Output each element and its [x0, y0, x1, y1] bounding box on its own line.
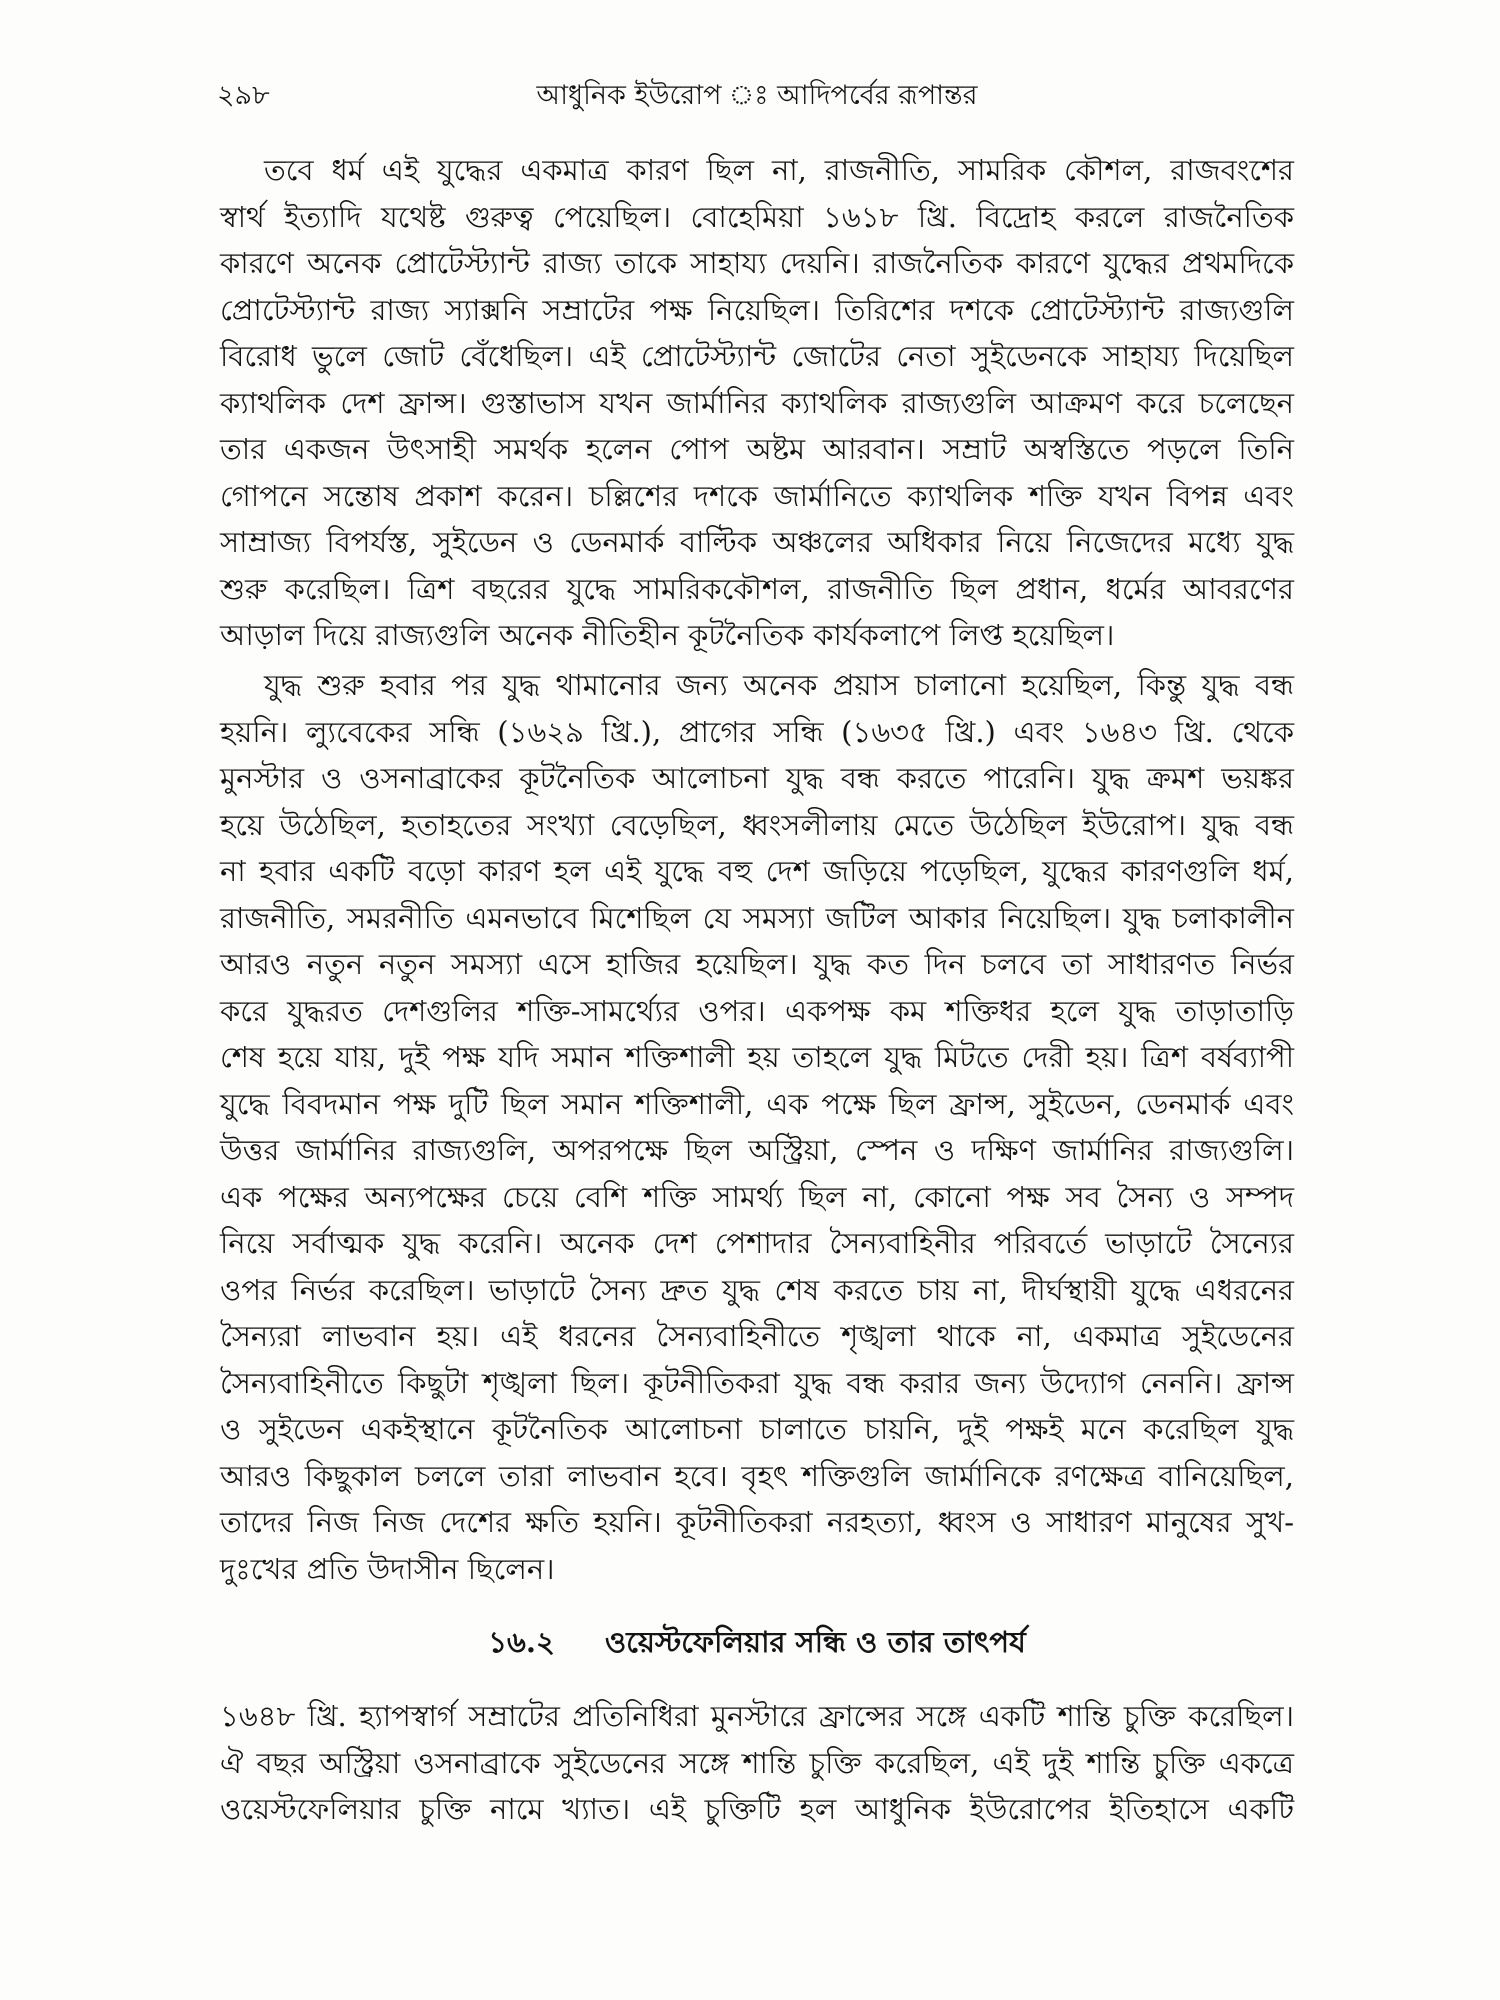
text-line: বিরোধ ভুলে জোট বেঁধেছিল। এই প্রোটেস্ট্যান্ট জোটের নেতা সুইডেনকে সাহায্য দিয়েছিল: [220, 339, 1294, 373]
text-line: গোপনে সন্তোষ প্রকাশ করেন। চল্লিশের দশকে জার্মানিতে ক্যাথলিক শক্তি যখন বিপন্ন এবং: [220, 478, 1294, 513]
text-line: সৈন্যরা লাভবান হয়। এই ধরনের সৈন্যবাহিনীতে শৃঙ্খলা থাকে না, একমাত্র সুইডেনের: [220, 1319, 1294, 1353]
text-line: ও সুইডেন একইস্থানে কূটনৈতিক আলোচনা চালাতে চায়নি, দুই পক্ষই মনে করেছিল যুদ্ধ: [220, 1412, 1294, 1446]
text-line: না হবার একটি বড়ো কারণ হল এই যুদ্ধে বহু দেশ জড়িয়ে পড়েছিল, যুদ্ধের কারণগুলি ধর্ম,: [220, 854, 1294, 888]
text-line: যুদ্ধে বিবদমান পক্ষ দুটি ছিল সমান শক্তিশালী, এক পক্ষে ছিল ফ্রান্স, সুইডেন, ডেনমার্ক এবং: [220, 1086, 1294, 1121]
text-line: প্রোটেস্ট্যান্ট রাজ্য স্যাক্সনি সম্রাটের পক্ষ নিয়েছিল। তিরিশের দশকে প্রোটেস্ট্যান্ট রাজ্যগুলি: [220, 292, 1294, 327]
paragraph: [220, 662, 1294, 1592]
text-line: এক পক্ষের অন্যপক্ষের চেয়ে বেশি শক্তি সামর্থ্য ছিল না, কোনো পক্ষ সব সৈন্য ও সম্পদ: [220, 1179, 1294, 1214]
text-line: তাদের নিজ নিজ দেশের ক্ষতি হয়নি। কূটনীতিকরা নরহত্যা, ধ্বংস ও সাধারণ মানুষের সুখ-: [220, 1505, 1294, 1539]
text-line: নিয়ে সর্বাত্মক যুদ্ধ করেনি। অনেক দেশ পেশাদার সৈন্যবাহিনীর পরিবর্তে ভাড়াটে সৈন্যের: [220, 1226, 1294, 1260]
text-line: সাম্রাজ্য বিপর্যস্ত, সুইডেন ও ডেনমার্ক বাল্টিক অঞ্চলের অধিকার নিয়ে নিজেদের মধ্যে যুদ্ধ: [220, 525, 1294, 559]
text-line: তবে ধর্ম এই যুদ্ধের একমাত্র কারণ ছিল না, রাজনীতি, সামরিক কৌশল, রাজবংশের: [264, 153, 1294, 187]
text-line: মুনস্টার ও ওসনাব্রাকের কূটনৈতিক আলোচনা যুদ্ধ বন্ধ করতে পারেনি। যুদ্ধ ক্রমশ ভয়ঙ্কর: [220, 761, 1294, 795]
text-line: তার একজন উৎসাহী সমর্থক হলেন পোপ অষ্টম আরবান। সম্রাট অস্বস্তিতে পড়লে তিনি: [220, 432, 1294, 466]
section-title: ওয়েস্টফেলিয়ার সন্ধি ও তার তাৎপর্য: [604, 1624, 1026, 1659]
paragraph: [220, 147, 1294, 659]
text-line: সৈন্যবাহিনীতে কিছুটা শৃঙ্খলা ছিল। কূটনীতিকরা যুদ্ধ বন্ধ করার জন্য উদ্যোগ নেননি। ফ্রান্স: [220, 1365, 1294, 1400]
text-line: উত্তর জার্মানির রাজ্যগুলি, অপরপক্ষে ছিল অস্ট্রিয়া, স্পেন ও দক্ষিণ জার্মানির রাজ্যগুলি।: [220, 1133, 1294, 1167]
page-number: ২৯৮: [217, 80, 270, 111]
text-line: করে যুদ্ধরত দেশগুলির শক্তি-সামর্থ্যের ওপর। একপক্ষ কম শক্তিধর হলে যুদ্ধ তাড়াতাড়ি: [220, 993, 1294, 1028]
text-line: ঐ বছর অস্ট্রিয়া ওসনাব্রাকে সুইডেনের সঙ্গে শান্তি চুক্তি করেছিল, এই দুই শান্তি চুক্তি একত্রে: [220, 1745, 1294, 1780]
text-line: রাজনীতি, সমরনীতি এমনভাবে মিশেছিল যে সমস্যা জটিল আকার নিয়েছিল। যুদ্ধ চলাকালীন: [220, 900, 1294, 935]
text-line: দুঃখের প্রতি উদাসীন ছিলেন।: [220, 1551, 555, 1586]
text-line: ওপর নির্ভর করেছিল। ভাড়াটে সৈন্য দ্রুত যুদ্ধ শেষ করতে চায় না, দীর্ঘস্থায়ী যুদ্ধে এধরনের: [220, 1272, 1294, 1307]
text-line: ১৬৪৮ খ্রি. হ্যাপস্বার্গ সম্রাটের প্রতিনিধিরা মুনস্টারে ফ্রান্সের সঙ্গে একটি শান্তি চুক্তি করেছিল।: [220, 1699, 1294, 1733]
text-line: ক্যাথলিক দেশ ফ্রান্স। গুস্তাভাস যখন জার্মানির ক্যাথলিক রাজ্যগুলি আক্রমণ করে চলেছেন: [220, 385, 1294, 420]
text-line: স্বার্থ ইত্যাদি যথেষ্ট গুরুত্ব পেয়েছিল। বোহেমিয়া ১৬১৮ খ্রি. বিদ্রোহ করলে রাজনৈতিক: [220, 199, 1294, 234]
text-line: আরও নতুন নতুন সমস্যা এসে হাজির হয়েছিল। যুদ্ধ কত দিন চলবে তা সাধারণত নির্ভর: [220, 947, 1294, 981]
text-line: আরও কিছুকাল চললে তারা লাভবান হবে। বৃহৎ শক্তিগুলি জার্মানিকে রণক্ষেত্র বানিয়েছিল,: [220, 1458, 1294, 1493]
running-title: আধুনিক ইউরোপ ঃ আদিপর্বের রূপান্তর: [536, 80, 978, 111]
text-line: শেষ হয়ে যায়, দুই পক্ষ যদি সমান শক্তিশালী হয় তাহলে যুদ্ধ মিটতে দেরী হয়। ত্রিশ বর্ষব্যাপী: [220, 1040, 1294, 1074]
text-line: ওয়েস্টফেলিয়ার চুক্তি নামে খ্যাত। এই চুক্তিটি হল আধুনিক ইউরোপের ইতিহাসে একটি: [220, 1792, 1294, 1826]
section-heading: [220, 1621, 1294, 1668]
text-line: হয়ে উঠেছিল, হতাহতের সংখ্যা বেড়েছিল, ধ্বংসলীলায় মেতে উঠেছিল ইউরোপ। যুদ্ধ বন্ধ: [220, 807, 1294, 842]
page-header: [0, 0, 1500, 130]
text-line: আড়াল দিয়ে রাজ্যগুলি অনেক নীতিহীন কূটনৈতিক কার্যকলাপে লিপ্ত হয়েছিল।: [220, 618, 1115, 652]
text-line: হয়নি। ল্যুবেকের সন্ধি (১৬২৯ খ্রি.), প্রাগের সন্ধি (১৬৩৫ খ্রি.) এবং ১৬৪৩ খ্রি. থেকে: [220, 714, 1294, 749]
text-line: শুরু করেছিল। ত্রিশ বছরের যুদ্ধে সামরিককৌশল, রাজনীতি ছিল প্রধান, ধর্মের আবরণের: [220, 571, 1294, 606]
section-number: ১৬.২: [488, 1624, 555, 1659]
text-line: যুদ্ধ শুরু হবার পর যুদ্ধ থামানোর জন্য অনেক প্রয়াস চালানো হয়েছিল, কিন্তু যুদ্ধ বন্ধ: [264, 668, 1294, 702]
paragraph: [220, 1693, 1294, 1833]
text-line: কারণে অনেক প্রোটেস্ট্যান্ট রাজ্য তাকে সাহায্য দেয়নি। রাজনৈতিক কারণে যুদ্ধের প্রথমদিকে: [220, 246, 1294, 280]
